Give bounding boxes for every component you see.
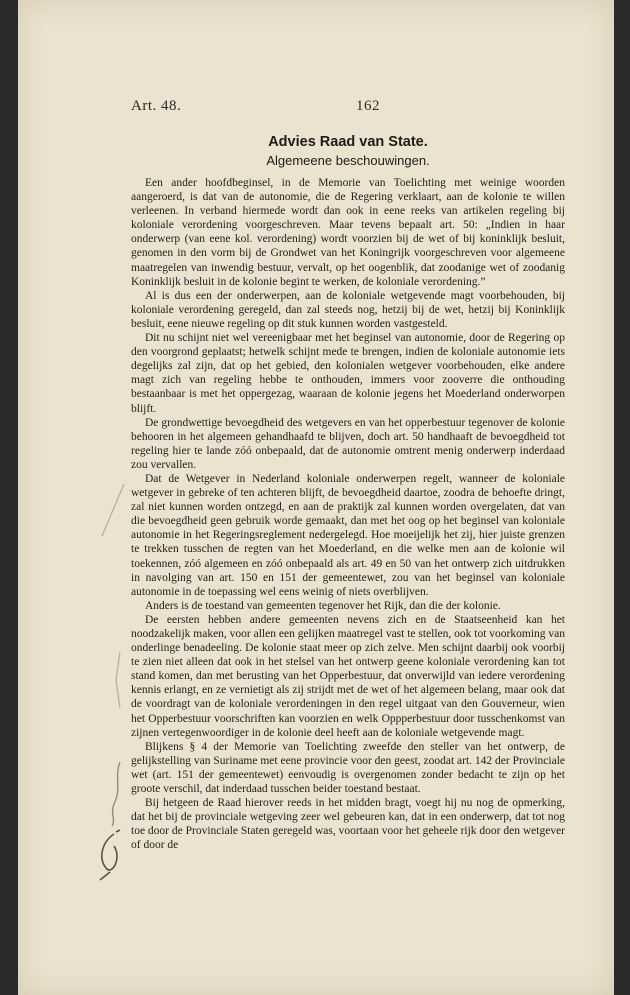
pencil-scribble-icon [92,828,128,884]
paragraph-2: Al is dus een der onderwerpen, aan de koloniale wetgevende magt voorbehouden, bij koloniale verordening geregeld, dan zal steeds nog, hetzij bij de wet, hetzij bij Koninklijk besluit, eene nieuwe regeling op dit stuk kunnen worden vastgesteld. [131,289,565,330]
paragraph-6: Anders is de toestand van gemeenten tegenover het Rijk, dan die der kolonie. [145,599,501,612]
pencil-bracket-icon [104,650,124,710]
page-number: 162 [356,98,380,114]
pencil-bracket-icon [102,758,128,828]
pencil-mark-icon [98,480,128,540]
book-page [18,0,614,995]
paragraph-4: De grondwettige bevoegdheid des wetgevers en van het opperbestuur tegenover de kolonie behooren in het algemeen gehandhaafd te blijven, doch art. 50 handhaaft de bevoegdheid tot regeling hier te lande zóó onbepaald, dat de autonomie omtrent menig onderwerp inderdaad zou vervallen. [131,416,565,471]
paragraph-1: Een ander hoofdbeginsel, in de Memorie van Toelichting met weinige woorden aangeroerd, is dat van de autonomie, die de Regering verklaart, aan de kolonie te willen verleenen. In verband hiermede wordt dan ook in eene reeks van artikelen regeling bij koloniale verordening voorgeschreven. Maar tevens bepaalt art. 50: „Indien in haar onderwerp (van eene kol. verordening) wordt voorzien bij de wet of bij koninklijk besluit, genomen in den vorm bij de Grondwet van het Koningrijk voorgeschreven voor algemeene maatregelen van inwendig bestuur, vervalt, op het oogenblik, dat zoodanige wet of zoodanig Koninklijk besluit in de kolonie begint te werken, de koloniale verordening.” [131,177,565,288]
paragraph-8: Blijkens § 4 der Memorie van Toelichting zweefde den steller van het ontwerp, de gelijkstelling van Suriname met eene provincie voor den geest, zoodat art. 142 der Provinciale wet (art. 151 der gemeentewet) eenvoudig is overgenomen zonder bedacht te zijn op het groote verschil, dat inderdaad tusschen beider toestand bestaat. [131,740,565,796]
paragraph-5: Dat de Wetgever in Nederland koloniale onderwerpen regelt, wanneer de koloniale wetgever in gebreke of ten achteren blijft, de bevoegdheid daartoe, zoodra de behoefte dringt, zal niet kunnen worden ontzegd, en aan de praktijk zal kunnen worden overgelaten, dat van die bevoegdheid geen gebruik worde gemaakt, dan met het oog op het beginsel van koloniale autonomie in het Regeringsreglement nedergelegd. Hoe moeijelijk het zij, hier juiste grenzen te trekken tusschen de regten van het Moederland, en die welke men aan de kolonie wil toekennen, zóó algemeen en zóó onbepaald als art. 49 en 50 van het ontwerp zich uitdrukken in navolging van art. 150 en 151 der gemeentewet, zou van het beginsel van koloniale autonomie in de toepassing wel eens weinig of niets overblijven. [131,472,565,598]
article-reference: Art. 48. [131,98,182,114]
section-subtitle: Algemeene beschouwingen. [266,153,430,168]
paragraph-9: Bij hetgeen de Raad hierover reeds in het midden bragt, voegt hij nu nog de opmerking, dat het bij de provinciale wetgeving zeer wel gebeuren kan, dat in een onderwerp, dat tot nog toe door de Provinciale Staten geregeld was, voortaan voor het geheele rijk door den wetgever of door de [131,797,565,852]
section-title: Advies Raad van State. [268,134,428,150]
body-text [131,176,565,853]
paragraph-7: De eersten hebben andere gemeenten nevens zich en de Staatseenheid kan het noodzakelijk maken, voor allen een gelijken maatregel vast te stellen, ook tot voorkoming van onderlinge benadeeling. De kolonie staat meer op zich zelve. Men schijnt daarbij ook voorbij te zien niet alleen dat ook in het stelsel van het ontwerp geene koloniale verordening kan tot stand komen, dan met berusting van het Opperbestuur, dat onverwijld van iedere verordening kennis erlangt, en ze vernietigt als zij strijdt met de wet of het algemeen belang, maar ook dat de voordragt van de koloniale verordeningen in den regel uitgaat van den Gouverneur, wien het Opperbestuur voorschriften kan voorzien en welk Oppperbestuur door tusschenkomst van zijnen vertegenwoordiger in de kolonie deel heeft aan de koloniale wetgevende magt. [131,613,565,739]
paragraph-3: Dit nu schijnt niet wel vereenigbaar met het beginsel van autonomie, door de Regering op den voorgrond geplaatst; hetwelk schijnt mede te brengen, indien de koloniale autonomie iets degelijks zal zijn, dat op het gebied, den kolonialen wetgever voorbehouden, elke andere magt zich van regeling hebbe te onthouden, immers voor zooverre die onthouding bestaanbaar is met het oppergezag, waaraan de kolonie jegens het Moederland onderworpen blijft. [131,332,565,415]
